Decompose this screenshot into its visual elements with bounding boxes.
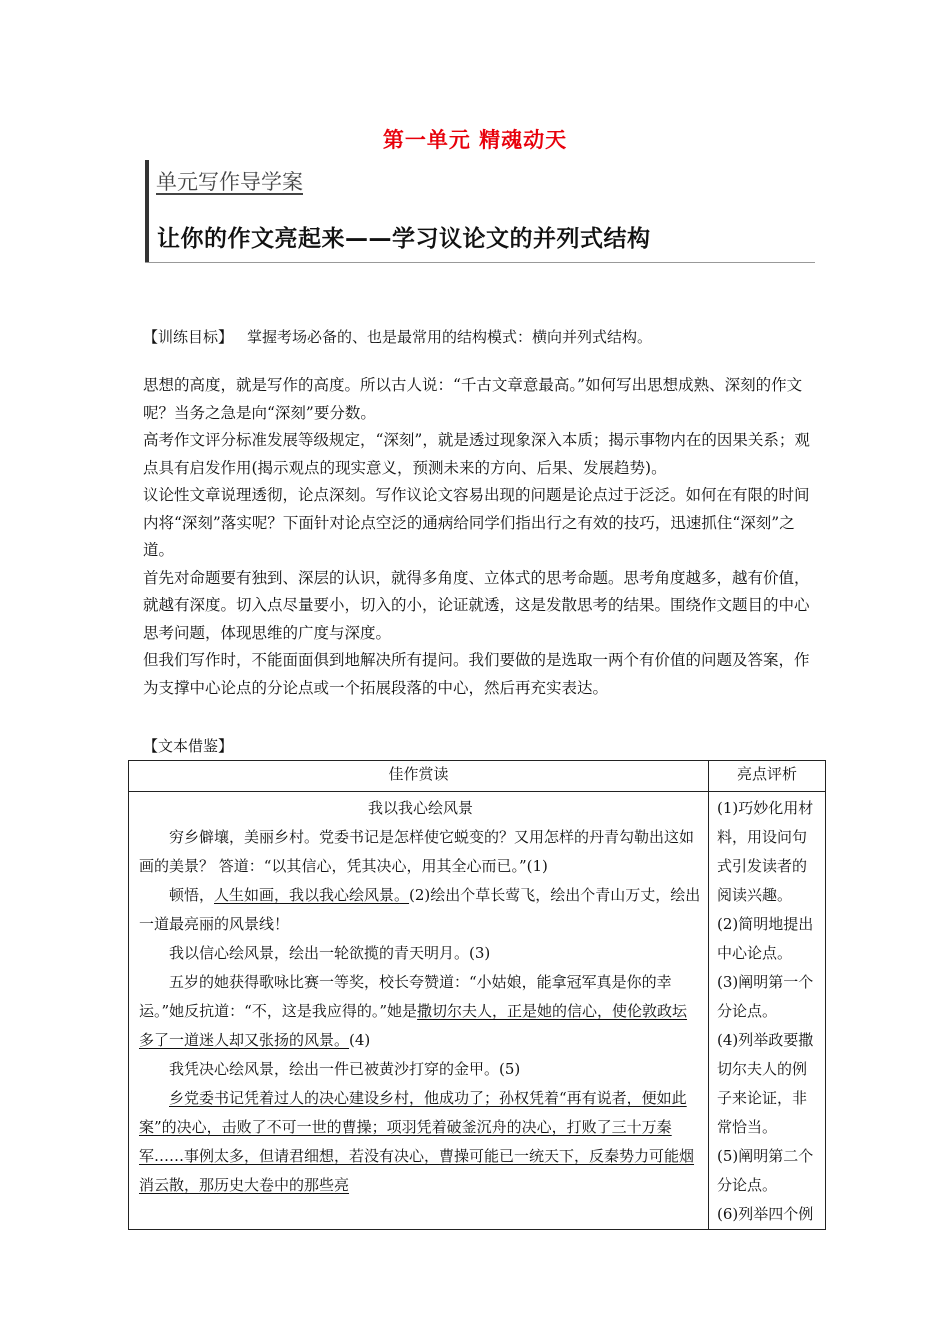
paragraph: 思想的高度，就是写作的高度。所以古人说：“千古文章意最高。”如何写出思想成熟、深刻的作文呢？当务之急是向“深刻”要分数。	[143, 376, 803, 422]
essay-text: 五岁的她获得歌咏比赛一等奖，校长夸赞道：“小姑娘，能拿冠军真是你的幸运。”她反抗道：“不，这是我应得的。”她是	[139, 973, 672, 1020]
header-divider	[145, 262, 815, 263]
training-goal	[143, 326, 652, 347]
unit-title: 第一单元 精魂动天	[382, 128, 568, 152]
comment-item: (3)阐明第一个分论点。	[717, 973, 814, 1020]
comment-item: (2)简明地提出中心论点。	[717, 915, 814, 962]
column-header-comment: 亮点评析	[709, 761, 826, 792]
comment-item: (1)巧妙化用材料，用设问句式引发读者的阅读兴趣。	[717, 799, 814, 904]
reference-table	[128, 760, 826, 1230]
essay-paragraph: 我凭决心绘风景，绘出一件已被黄沙打穿的金甲。(5)	[169, 1060, 521, 1078]
comments-cell	[709, 792, 826, 1230]
essay-paragraph	[139, 1084, 702, 1200]
paragraph: 议论性文章说理透彻，论点深刻。写作议论文容易出现的问题是论点过于泛泛。如何在有限的时间内将“深刻”落实呢？下面针对论点空泛的通病给同学们指出行之有效的技巧，迅速抓住“深刻”之道。	[143, 486, 810, 559]
section-label: 单元写作导学案	[156, 170, 303, 194]
essay-underlined-text: 乡党委书记凭着过人的决心建设乡村，他成功了；孙权凭着“再有说者，便如此案”的决心，击败了不可一世的曹操；项羽凭着破釜沉舟的决心，打败了三十万秦军……事例太多，但请君细想，若没有决心，	[139, 1089, 687, 1165]
essay-paragraph	[139, 881, 702, 939]
reference-label: 【文本借鉴】	[143, 737, 234, 755]
essay-paragraph: 穷乡僻壤，美丽乡村。党委书记是怎样使它蜕变的？又用怎样的丹青勾勒出这如画的美景？ 答道：“以其信心，凭其决心，用其全心而已。”(1)	[139, 828, 695, 875]
essay-underlined-text: 撒切尔夫人，正是她的信心，使伦敦政坛多了一道迷人却又张扬的风景。	[139, 1002, 688, 1049]
lesson-header	[145, 160, 819, 262]
intro-body	[143, 372, 823, 702]
essay-underlined-text: 曹操可能已一统天下，反秦势力可能烟消云散，那历史大卷中的那些亮	[139, 1147, 695, 1194]
column-header-essay: 佳作赏读	[129, 761, 709, 792]
comment-item: (6)列举四个例	[717, 1205, 814, 1223]
essay-paragraph	[139, 968, 702, 1055]
essay-text: (4)	[349, 1031, 371, 1049]
comment-item: (5)阐明第二个分论点。	[717, 1147, 814, 1194]
comment-item: (4)列举政要撒切尔夫人的例子来论证，非常恰当。	[717, 1031, 814, 1136]
table-header-row	[129, 761, 826, 792]
paragraph: 高考作文评分标准发展等级规定，“深刻”，就是透过现象深入本质；揭示事物内在的因果关系；观点具有启发作用(揭示观点的现实意义，预测未来的方向、后果、发展趋势)。	[143, 431, 810, 477]
essay-paragraph: 我以信心绘风景，绘出一轮欲揽的青天明月。(3)	[169, 944, 491, 962]
table-row	[129, 792, 826, 1230]
training-goal-text: 掌握考场必备的、也是最常用的结构模式：横向并列式结构。	[247, 328, 653, 346]
lesson-title: 让你的作文亮起来——学习议论文的并列式结构	[157, 226, 651, 252]
training-goal-label: 【训练目标】	[143, 328, 234, 346]
essay-title: 我以我心绘风景	[367, 799, 473, 817]
essay-text: 顿悟，	[169, 886, 215, 904]
essay-cell	[129, 792, 709, 1230]
essay-text: (2)绘出个草长莺飞，绘出个青山万丈，绘出一道最亮丽的风景线！	[139, 886, 701, 933]
paragraph: 但我们写作时，不能面面俱到地解决所有提问。我们要做的是选取一两个有价值的问题及答案，作为支撑中心论点的分论点或一个拓展段落的中心，然后再充实表达。	[143, 651, 810, 697]
paragraph: 首先对命题要有独到、深层的认识，就得多角度、立体式的思考命题。思考角度越多，越有价值，就越有深度。切入点尽量要小，切入的小，论证就透，这是发散思考的结果。围绕作文题目的中心思考问题，体现思维的广度与深度。	[143, 568, 810, 642]
essay-underlined-text: 人生如画，我以我心绘风景。	[214, 886, 410, 904]
